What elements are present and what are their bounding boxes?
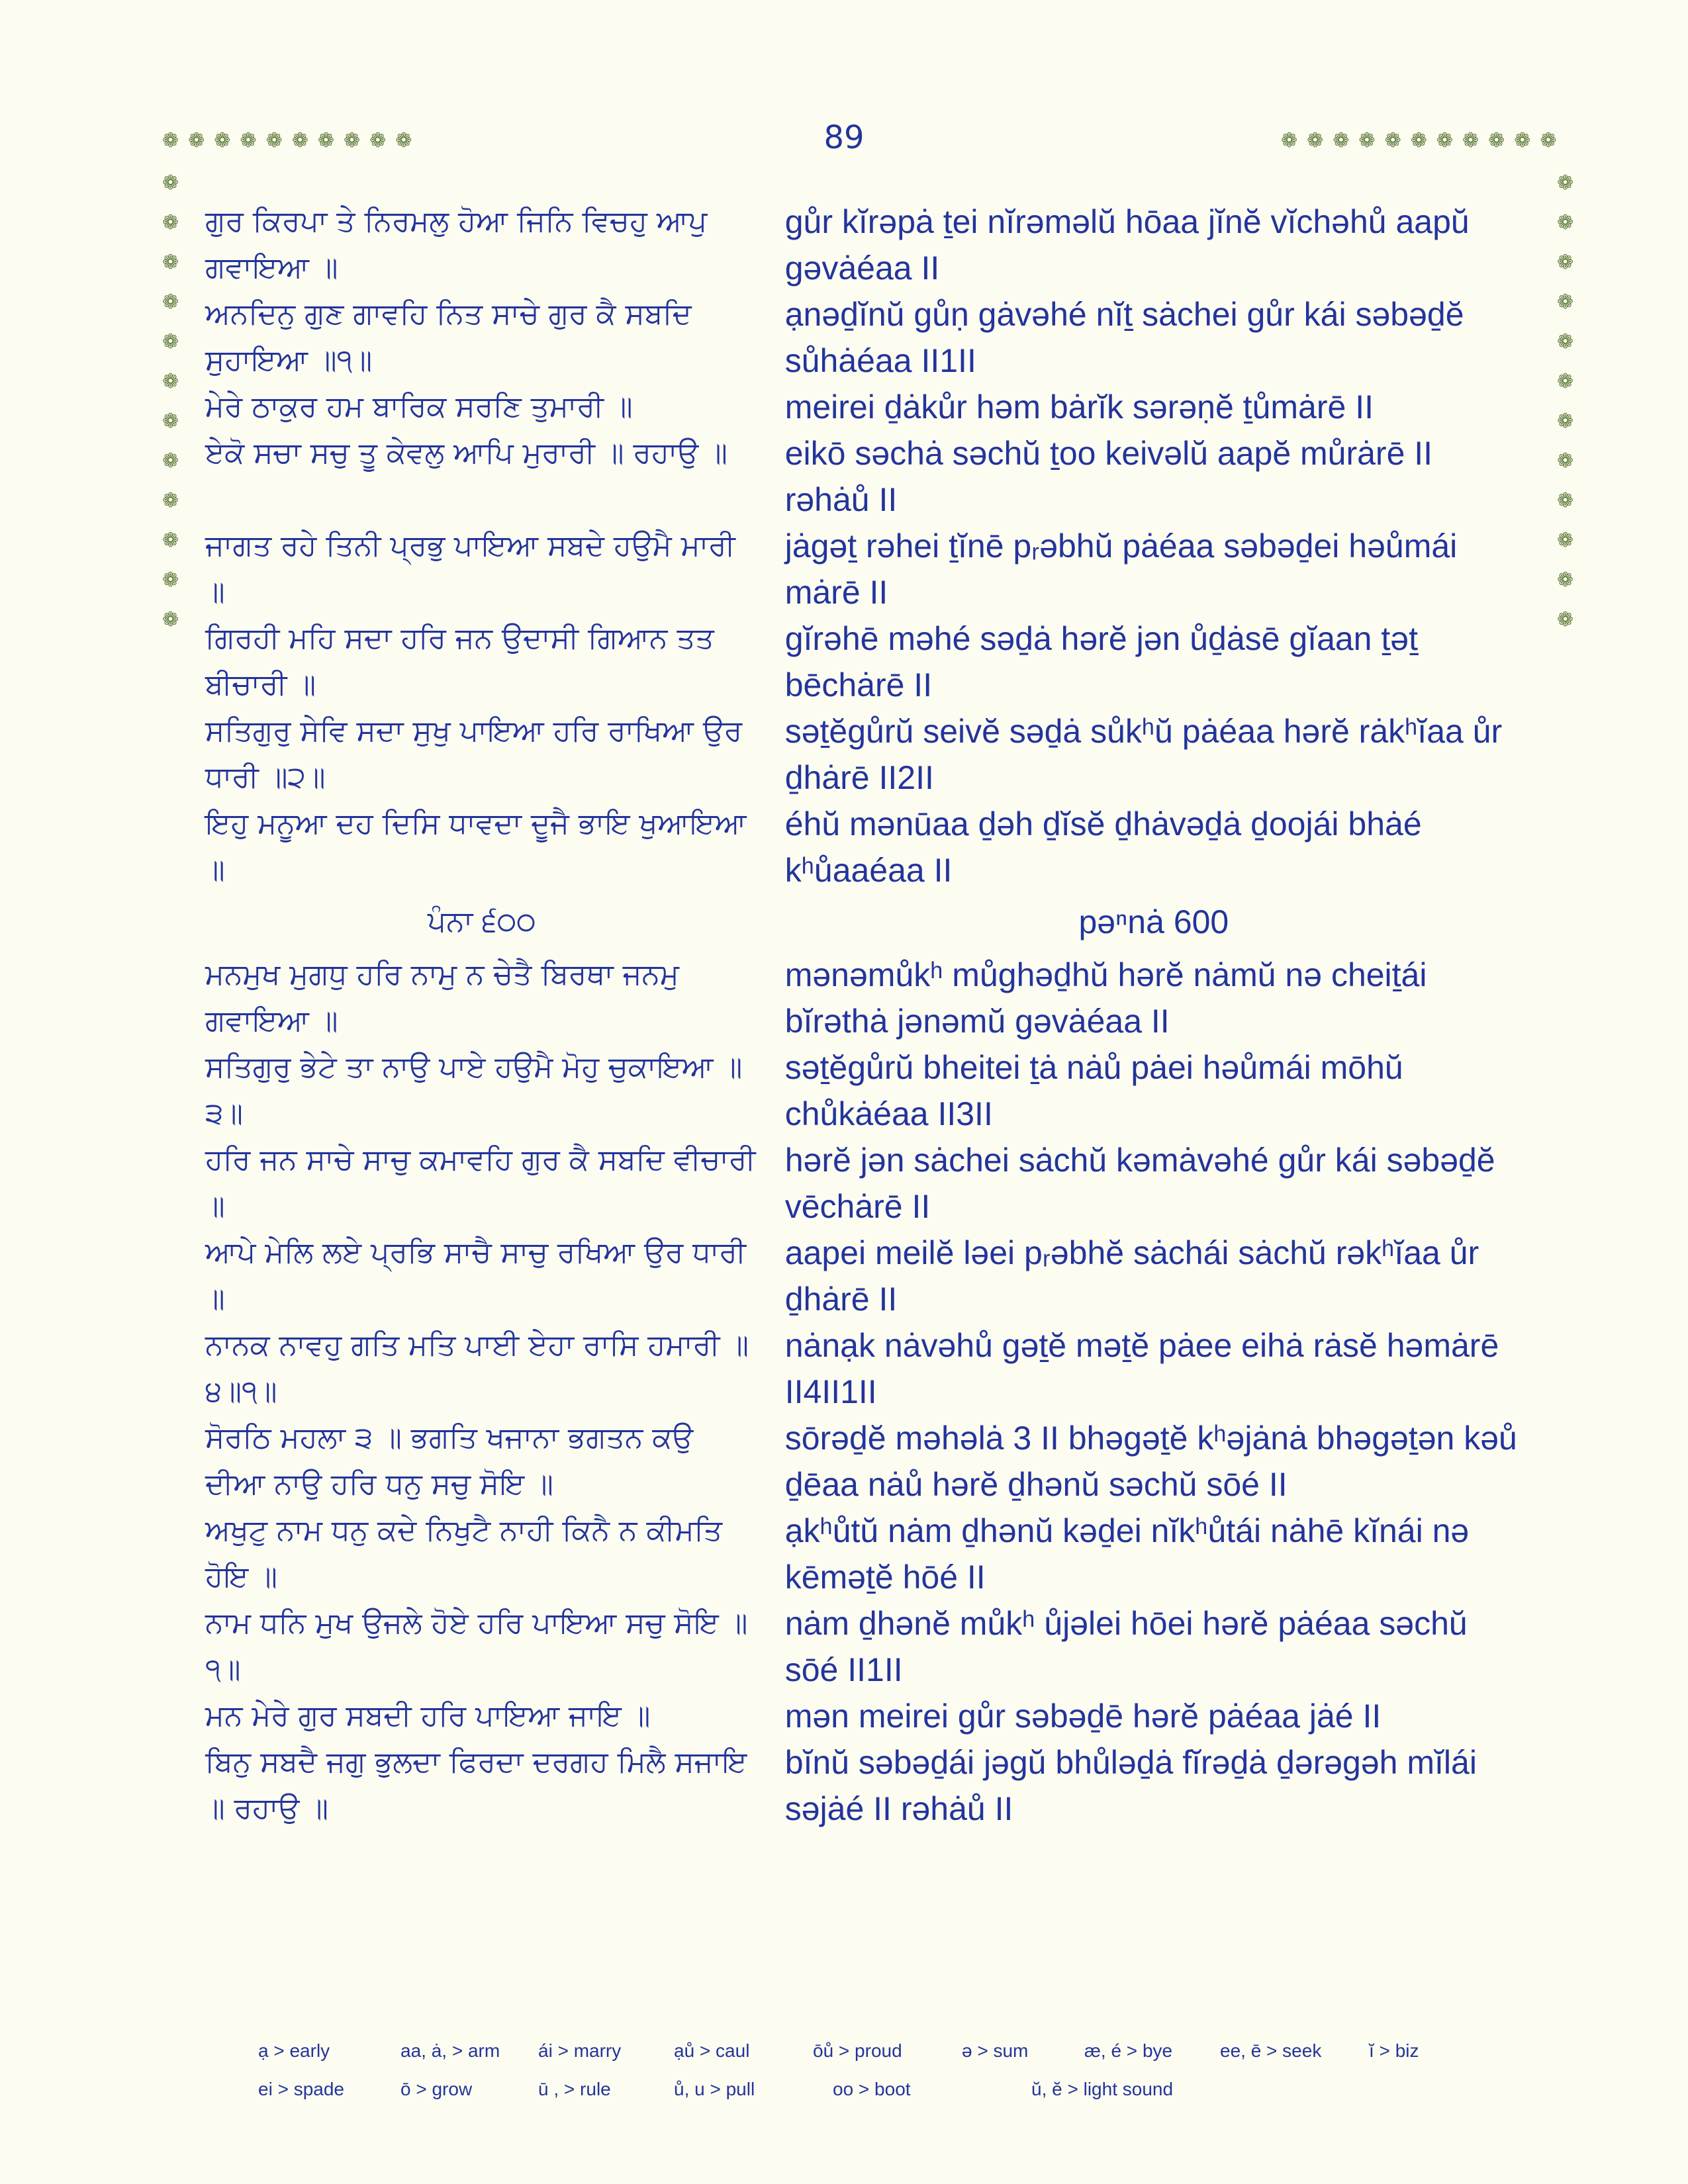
flower-icon: ❁ — [162, 370, 179, 393]
transliteration-line: nȧnạk nȧvəhů gəṯĕ məṯĕ pȧee eihȧ rȧsĕ həmȧrē II4II1II — [784, 1327, 1499, 1410]
flower-icon: ❁ — [162, 171, 179, 195]
legend-item: ái > marry — [538, 2040, 622, 2061]
flower-icon: ❁ — [1307, 129, 1324, 152]
flower-icon: ❁ — [1557, 370, 1574, 393]
flower-icon: ❁ — [343, 129, 361, 152]
legend-item: ōů > proud — [813, 2040, 902, 2061]
gurmukhi-line: ਸਤਿਗੁਰੁ ਭੇਟੇ ਤਾ ਨਾਉ ਪਾਏ ਹਉਮੈ ਮੋਹੁ ਚੁਕਾਇਆ ॥੩॥ — [205, 1050, 743, 1130]
transliteration-line: gůr kĭrəpȧ ṯei nĭrəməlŭ hōaa jĭnĕ vĭchəhů aapŭ gəvȧéaa II — [784, 203, 1470, 287]
verse-row — [205, 1600, 1523, 1693]
flower-icon: ❁ — [1358, 129, 1376, 152]
gurmukhi-line: ਬਿਨੁ ਸਬਦੈ ਜਗੁ ਭੁਲਦਾ ਫਿਰਦਾ ਦਰਗਹ ਮਿਲੈ ਸਜਾਇ ॥ ਰਹਾਉ ॥ — [205, 1745, 747, 1825]
flower-icon: ❁ — [1557, 608, 1574, 631]
verse-row — [205, 523, 1523, 615]
transliteration-line: səṯĕgůrŭ bheitei ṯȧ nȧů pȧei həůmái mōhŭ chůkȧéaa II3II — [784, 1049, 1403, 1132]
flower-icon: ❁ — [162, 211, 179, 234]
transliteration-line: bĭnŭ səbəḏái jəgŭ bhůləḏȧ fĭrəḏȧ ḏərəgəh mĭlái səjȧé II rəhȧů II — [784, 1744, 1477, 1827]
verse-row — [205, 1230, 1523, 1322]
verse-row — [205, 708, 1523, 801]
transliteration-line: gĭrəhē məhé səḏȧ hərĕ jən ůḏȧsē gĭaan ṯəṯ bēchȧrē II — [784, 620, 1418, 704]
transliteration-line: éhŭ mənūaa ḏəh ḏĭsĕ ḏhȧvəḏȧ ḏoojái bhȧé kʰůaaéaa II — [784, 805, 1422, 889]
flower-icon: ❁ — [162, 608, 179, 631]
verse-row — [205, 199, 1523, 291]
transliteration-line: mənəmůkʰ můghəḏhŭ hərĕ nȧmŭ nə cheiṯái bĭrəthȧ jənəmŭ gəvȧéaa II — [784, 956, 1427, 1040]
verse-row — [205, 1415, 1523, 1508]
legend-item: ei > spade — [258, 2079, 344, 2099]
flower-icon: ❁ — [1540, 129, 1557, 152]
flower-icon: ❁ — [1333, 129, 1350, 152]
transliteration-line: ạkʰůtŭ nȧm ḏhənŭ kəḏei nĭkʰůtái nȧhē kĭnái nə kēməṯĕ hōé II — [784, 1512, 1470, 1596]
verse-row — [205, 615, 1523, 708]
verse-row — [205, 1508, 1523, 1600]
legend-item: ů, u > pull — [674, 2079, 755, 2099]
legend-item: ū , > rule — [538, 2079, 611, 2099]
verse-table — [205, 199, 1523, 1832]
page-marker-gurmukhi: ਪੰਨਾ ੬੦੦ — [427, 905, 536, 938]
flower-icon: ❁ — [1557, 569, 1574, 592]
legend-row — [258, 2032, 1516, 2070]
verse-row — [205, 1137, 1523, 1230]
gurmukhi-line: ਆਪੇ ਮੇਲਿ ਲਏ ਪ੍ਰਭਿ ਸਾਚੈ ਸਾਚੁ ਰਖਿਆ ਉਰ ਧਾਰੀ ॥ — [205, 1236, 747, 1316]
transliteration-line: səṯĕgůrŭ seivĕ səḏȧ sůkʰŭ pȧéaa hərĕ rȧkʰĭaa ůr ḏhȧrē II2II — [784, 713, 1503, 796]
flower-icon: ❁ — [162, 529, 179, 552]
flower-icon: ❁ — [188, 129, 205, 152]
legend-item: ō > grow — [400, 2079, 473, 2099]
gurmukhi-line: ਸੋਰਠਿ ਮਹਲਾ ੩ ॥ ਭਗਤਿ ਖਜਾਨਾ ਭਗਤਨ ਕਉ ਦੀਆ ਨਾਉ ਹਰਿ ਧਨੁ ਸਚੁ ਸੋਇ ॥ — [205, 1421, 694, 1501]
flower-icon: ❁ — [162, 569, 179, 592]
flower-icon: ❁ — [1557, 330, 1574, 353]
verse-row — [205, 1693, 1523, 1739]
flower-icon: ❁ — [162, 449, 179, 473]
gurmukhi-line: ਨਾਮ ਧਨਿ ਮੁਖ ਉਜਲੇ ਹੋਏ ਹਰਿ ਪਾਇਆ ਸਚੁ ਸੋਇ ॥੧॥ — [205, 1606, 748, 1686]
transliteration-line: meirei ḏȧkůr həm bȧrĭk sərəṇĕ ṯůmȧrē II — [784, 388, 1374, 426]
flower-icon: ❁ — [1557, 171, 1574, 195]
flower-icon: ❁ — [162, 129, 179, 152]
legend-item: æ, é > bye — [1084, 2040, 1173, 2061]
flower-icon: ❁ — [162, 410, 179, 433]
gurmukhi-line: ਮੇਰੇ ਠਾਕੁਰ ਹਮ ਬਾਰਿਕ ਸਰਣਿ ਤੁਮਾਰੀ ॥ — [205, 390, 633, 424]
ornament-top-right — [1281, 131, 1557, 151]
flower-icon: ❁ — [369, 129, 387, 152]
page-marker-transliteration: pəⁿnȧ 600 — [1078, 903, 1229, 940]
flower-icon: ❁ — [162, 330, 179, 353]
flower-icon: ❁ — [1557, 410, 1574, 433]
flower-icon: ❁ — [265, 129, 283, 152]
legend-row — [258, 2070, 1516, 2109]
pronunciation-legend — [258, 2032, 1516, 2109]
transliteration-line: eikō səchȧ səchŭ ṯoo keivəlŭ aapĕ můrȧrē II rəhȧů II — [784, 435, 1433, 518]
flower-icon: ❁ — [1557, 211, 1574, 234]
flower-icon: ❁ — [1557, 489, 1574, 512]
transliteration-line: jȧgəṯ rəhei ṯĭnē pᵣəbhŭ pȧéaa səbəḏei həůmái mȧrē II — [784, 527, 1458, 611]
legend-item: aa, ȧ, > arm — [400, 2040, 500, 2061]
legend-item: ee, ē > seek — [1220, 2040, 1322, 2061]
legend-item: ạů > caul — [674, 2040, 750, 2061]
ornament-left-column — [162, 173, 179, 630]
legend-item: oo > boot — [833, 2079, 911, 2099]
gurmukhi-line: ਜਾਗਤ ਰਹੇ ਤਿਨੀ ਪ੍ਰਭੁ ਪਾਇਆ ਸਬਦੇ ਹਉਮੈ ਮਾਰੀ ॥ — [205, 529, 735, 609]
page-marker-row — [205, 899, 1523, 945]
verse-row — [205, 1044, 1523, 1137]
verse-row — [205, 384, 1523, 430]
flower-icon: ❁ — [1557, 449, 1574, 473]
gurmukhi-line: ਅਨਦਿਨੁ ਗੁਣ ਗਾਵਹਿ ਨਿਤ ਸਾਚੇ ਗੁਰ ਕੈ ਸਬਦਿ ਸੁਹਾਇਆ ॥੧॥ — [205, 297, 692, 377]
verse-row — [205, 952, 1523, 1044]
transliteration-line: sōrəḏĕ məhəlȧ 3 II bhəgəṯĕ kʰəjȧnȧ bhəgəṯən kəů ḏēaa nȧů hərĕ ḏhənŭ səchŭ sōé II — [784, 1420, 1517, 1503]
verse-row — [205, 430, 1523, 523]
page-number: 89 — [823, 119, 865, 156]
flower-icon: ❁ — [162, 489, 179, 512]
verse-row — [205, 801, 1523, 893]
flower-icon: ❁ — [395, 129, 412, 152]
gurmukhi-line: ਮਨ ਮੇਰੇ ਗੁਰ ਸਬਦੀ ਹਰਿ ਪਾਇਆ ਜਾਇ ॥ — [205, 1699, 651, 1733]
gurmukhi-line: ਹਰਿ ਜਨ ਸਾਚੇ ਸਾਚੁ ਕਮਾਵਹਿ ਗੁਰ ਕੈ ਸਬਦਿ ਵੀਚਾਰੀ ॥ — [205, 1143, 756, 1223]
legend-item: ŭ, ĕ > light sound — [1031, 2079, 1174, 2099]
gurmukhi-line: ਨਾਨਕ ਨਾਵਹੁ ਗਤਿ ਮਤਿ ਪਾਈ ਏਹਾ ਰਾਸਿ ਹਮਾਰੀ ॥੪॥੧॥ — [205, 1328, 749, 1408]
ornament-right-column — [1557, 173, 1573, 630]
transliteration-line: mən meirei gůr səbəḏē hərĕ pȧéaa jȧé II — [784, 1698, 1382, 1735]
transliteration-line: aapei meilĕ ləei pᵣəbhĕ sȧchái sȧchŭ rəkʰĭaa ůr ḏhȧrē II — [784, 1234, 1479, 1318]
flower-icon: ❁ — [1557, 529, 1574, 552]
ornament-top-left — [162, 131, 412, 151]
flower-icon: ❁ — [162, 291, 179, 314]
gurmukhi-line: ਗਿਰਹੀ ਮਹਿ ਸਦਾ ਹਰਿ ਜਨ ਉਦਾਸੀ ਗਿਆਨ ਤਤ ਬੀਚਾਰੀ ॥ — [205, 621, 714, 702]
flower-icon: ❁ — [291, 129, 308, 152]
flower-icon: ❁ — [162, 251, 179, 274]
flower-icon: ❁ — [1281, 129, 1298, 152]
flower-icon: ❁ — [1488, 129, 1505, 152]
transliteration-line: nȧm ḏhənĕ můkʰ ůjəlei hōei hərĕ pȧéaa səchŭ sōé II1II — [784, 1605, 1468, 1688]
verse-row — [205, 1739, 1523, 1832]
transliteration-line: hərĕ jən sȧchei sȧchŭ kəmȧvəhé gůr kái səbəḏĕ vēchȧrē II — [784, 1142, 1495, 1225]
legend-item: ạ > early — [258, 2040, 330, 2061]
gurmukhi-line: ਅਖੁਟੁ ਨਾਮ ਧਨੁ ਕਦੇ ਨਿਖੁਟੈ ਨਾਹੀ ਕਿਨੈ ਨ ਕੀਮਤਿ ਹੋਇ ॥ — [205, 1514, 723, 1594]
legend-item: ə > sum — [962, 2040, 1029, 2061]
flower-icon: ❁ — [1514, 129, 1531, 152]
flower-icon: ❁ — [1410, 129, 1427, 152]
flower-icon: ❁ — [1557, 291, 1574, 314]
flower-icon: ❁ — [1384, 129, 1401, 152]
gurmukhi-line: ਸਤਿਗੁਰੁ ਸੇਵਿ ਸਦਾ ਸੁਖੁ ਪਾਇਆ ਹਰਿ ਰਾਖਿਆ ਉਰ ਧਾਰੀ ॥੨॥ — [205, 714, 743, 794]
flower-icon: ❁ — [1436, 129, 1453, 152]
transliteration-line: ạnəḏĭnŭ gůṇ gȧvəhé nĭṯ sȧchei gůr kái səbəḏĕ sůhȧéaa II1II — [784, 296, 1464, 379]
gurmukhi-line: ਇਹੁ ਮਨੂਆ ਦਹ ਦਿਸਿ ਧਾਵਦਾ ਦੂਜੈ ਭਾਇ ਖੁਆਇਆ ॥ — [205, 807, 747, 887]
flower-icon: ❁ — [1557, 251, 1574, 274]
verse-row — [205, 291, 1523, 384]
flower-icon: ❁ — [317, 129, 334, 152]
gurmukhi-line: ਏਕੋ ਸਚਾ ਸਚੁ ਤੂ ਕੇਵਲੁ ਆਪਿ ਮੁਰਾਰੀ ॥ ਰਹਾਉ ॥ — [205, 436, 727, 470]
gurmukhi-line: ਮਨਮੁਖ ਮੁਗਧੁ ਹਰਿ ਨਾਮੁ ਨ ਚੇਤੈ ਬਿਰਥਾ ਜਨਮੁ ਗਵਾਇਆ ॥ — [205, 958, 679, 1038]
gurmukhi-line: ਗੁਰ ਕਿਰਪਾ ਤੇ ਨਿਰਮਲੁ ਹੋਆ ਜਿਨਿ ਵਿਚਹੁ ਆਪੁ ਗਵਾਇਆ ॥ — [205, 205, 708, 285]
flower-icon: ❁ — [214, 129, 231, 152]
flower-icon: ❁ — [240, 129, 257, 152]
flower-icon: ❁ — [1462, 129, 1479, 152]
verse-row — [205, 1322, 1523, 1415]
legend-item: ĭ > biz — [1369, 2040, 1419, 2061]
